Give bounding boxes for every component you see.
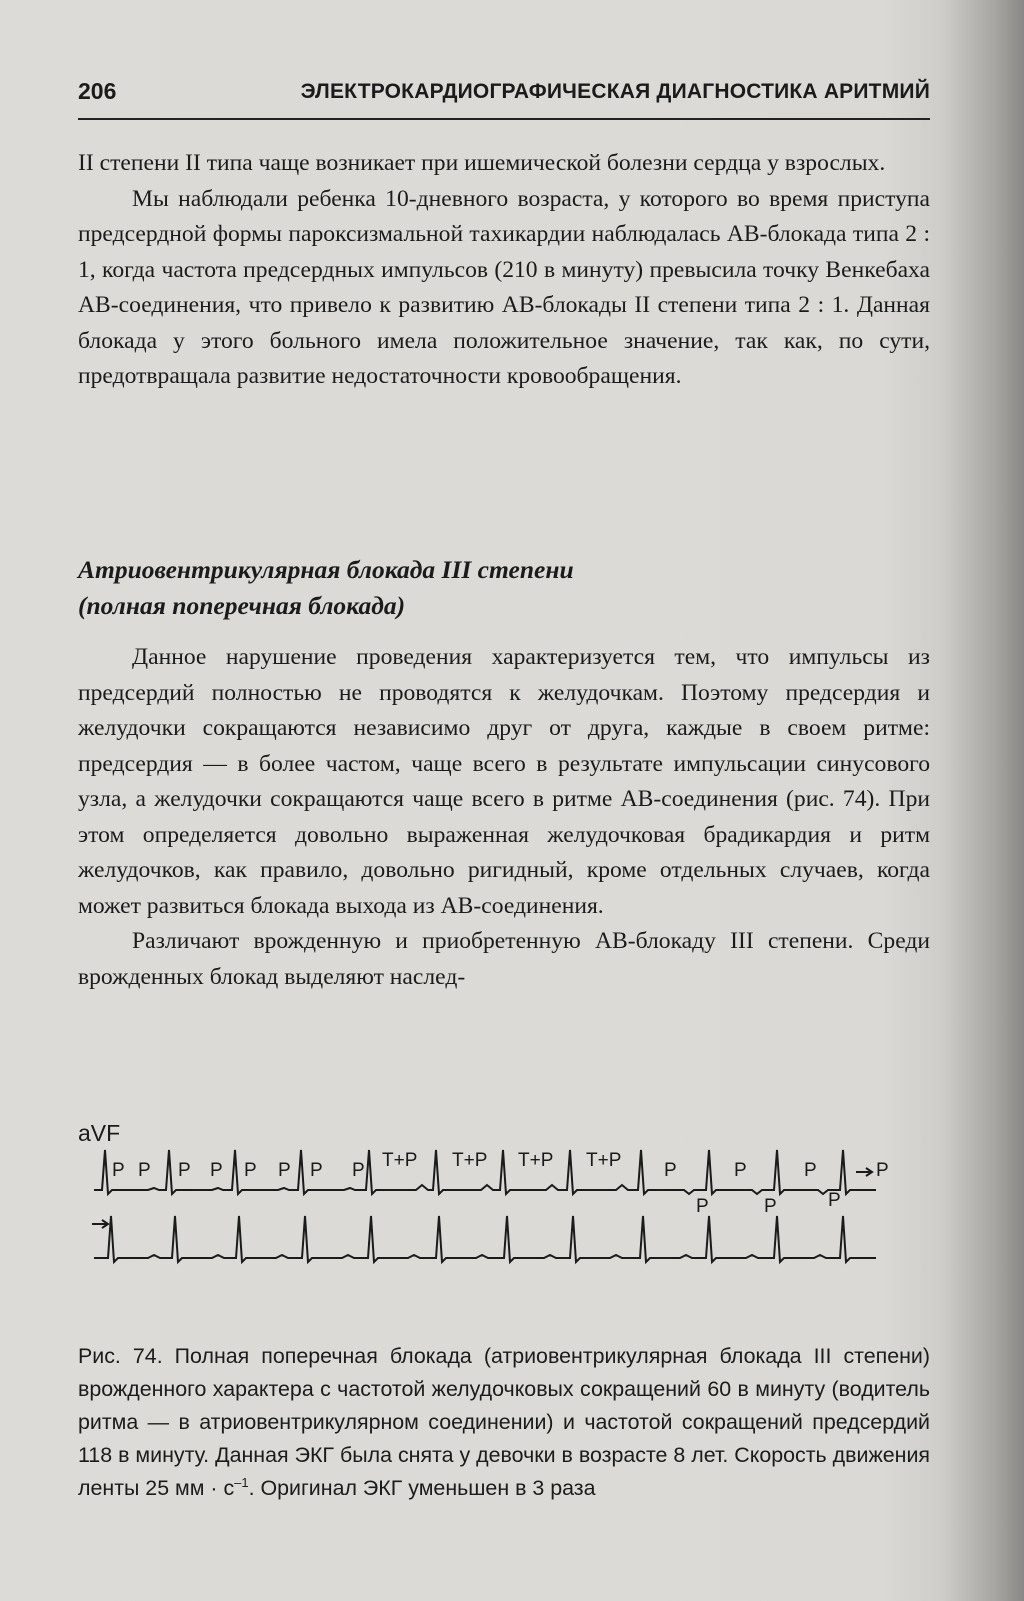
ecg-wave-label: P (804, 1160, 817, 1181)
ecg-wave-label: T+P (382, 1150, 418, 1171)
ecg-figure (86, 1148, 916, 1308)
section-heading-line2: (полная поперечная блокада) (78, 591, 406, 620)
section-heading (78, 552, 930, 624)
ecg-wave-label: P (734, 1160, 747, 1181)
paragraph-case-report: Мы наблюдали ребенка 10-дневного возраста, у которого во время приступа предсердной формы пароксизмальной тахикардии наблюдалась АВ-блокада типа 2 : 1, когда частота предсердных импульсов (210 в минуту) превысила точку Венкебаха АВ-соединения, что привело к развитию АВ-блокады II степени типа 2 : 1. Данная блокада у этого больного имела положительное значение, так как, по сути, предотвращала развитие недостаточности кровообращения. (78, 185, 930, 389)
ecg-wave-label: P (876, 1160, 889, 1181)
section-heading-line1: Атриовентрикулярная блокада III степени (78, 555, 574, 584)
ecg-wave-label: P (352, 1160, 365, 1181)
paragraph-classification: Различают врожденную и приобретенную АВ-блокаду III степени. Среди врожденных блокад выделяют наслед- (78, 928, 930, 990)
ecg-wave-label: P (244, 1160, 257, 1181)
page-number: 206 (78, 78, 117, 104)
ecg-arrow-end (856, 1168, 872, 1176)
caption-text: Рис. 74. Полная поперечная блокада (атриовентрикулярная блокада III степени) врожденного характера с частотой желудочковых сокращений 60 в минуту (водитель ритма — в атриовентрикулярном соединении) и частотой сокращений предсердий 118 в минуту. Данная ЭКГ была снята у девочки в возрасте 8 лет. Скорость движения ленты 25 мм · с (78, 1344, 930, 1500)
paragraph-continuation: II степени II типа чаще возникает при ишемической болезни сердца у взрослых. (78, 150, 886, 176)
ecg-wave-label: P (278, 1160, 291, 1181)
caption-superscript: –1 (234, 1474, 249, 1490)
ecg-wave-label: P (112, 1160, 125, 1181)
figure-caption (78, 1340, 930, 1505)
ecg-lead-label: aVF (78, 1120, 121, 1146)
section-text (78, 640, 930, 995)
ecg-wave-label: P (664, 1160, 677, 1181)
ecg-wave-label-lower: P (764, 1196, 777, 1217)
body-text (78, 146, 930, 395)
running-title: ЭЛЕКТРОКАРДИОГРАФИЧЕСКАЯ ДИАГНОСТИКА АРИТМИЙ (300, 80, 930, 103)
ecg-wave-label-lower: P (828, 1190, 841, 1211)
ecg-wave-label: T+P (452, 1150, 488, 1171)
paragraph-definition: Данное нарушение проведения характеризуется тем, что импульсы из предсердий полностью не проводятся к желудочкам. Поэтому предсердия и желудочки сокращаются независимо друг от друга, каждые в своем ритме: предсердия — в более частом, чаще всего в результате импульсации синусового узла, а желудочки сокращаются чаще всего в ритме АВ-соединения (рис. 74). При этом определяется довольно выраженная желудочковая брадикардия и ритм желудочков, как правило, довольно ригидный, кроме отдельных случаев, когда может развиться блокада выхода из АВ-соединения. (78, 644, 930, 919)
ecg-wave-label: P (178, 1160, 191, 1181)
ecg-arrow-start (92, 1220, 108, 1228)
ecg-wave-label: P (210, 1160, 223, 1181)
ecg-wave-label: T+P (518, 1150, 554, 1171)
ecg-wave-label: P (310, 1160, 323, 1181)
ecg-wave-label: P (138, 1160, 151, 1181)
ecg-trace-lower (94, 1216, 876, 1262)
ecg-wave-label-lower: P (696, 1196, 709, 1217)
caption-text-end: . Оригинал ЭКГ уменьшен в 3 раза (248, 1476, 596, 1500)
running-head (78, 78, 930, 120)
ecg-wave-label: T+P (586, 1150, 622, 1171)
